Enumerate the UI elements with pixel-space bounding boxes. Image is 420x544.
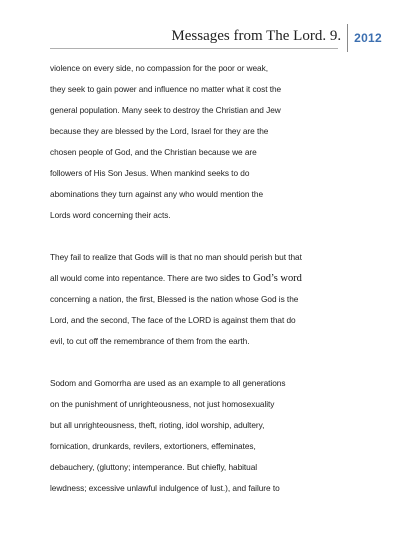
paragraph-1 <box>50 58 380 226</box>
text-line: fornication, drunkards, revilers, extortioners, effeminates, <box>50 441 256 451</box>
text-line: lewdness; excessive unlawful indulgence of lust.), and failure to <box>50 483 280 493</box>
text-line: abominations they turn against any who would mention the <box>50 189 264 199</box>
body-text <box>50 58 380 499</box>
text-line: they seek to gain power and influence no matter what it cost the <box>50 84 282 94</box>
text-line: but all unrighteousness, theft, rioting, idol worship, adultery, <box>50 420 265 430</box>
text-line: Lords word concerning their acts. <box>50 210 171 220</box>
header-year: 2012 <box>354 31 382 45</box>
text-line: on the punishment of unrighteousness, not just homosexuality <box>50 399 275 409</box>
header-rule <box>50 48 338 49</box>
text-line-mixed <box>50 268 380 289</box>
text-span-emphasis: des to God’s word <box>225 273 302 284</box>
paragraph-3 <box>50 373 380 499</box>
text-span: all would come into repentance. There are two si <box>50 273 226 283</box>
text-line: Sodom and Gomorrha are used as an example to all generations <box>50 378 286 388</box>
paragraph-gap <box>50 226 380 247</box>
header-title: Messages from The Lord. 9. <box>171 28 342 44</box>
text-line: chosen people of God, and the Christian because we are <box>50 147 257 157</box>
text-line: Lord, and the second, The face of the LORD is against them that do <box>50 315 296 325</box>
text-line: concerning a nation, the first, Blessed is the nation whose God is the <box>50 294 299 304</box>
text-line: followers of His Son Jesus. When mankind seeks to do <box>50 168 250 178</box>
text-line: violence on every side, no compassion for the poor or weak, <box>50 63 268 73</box>
paragraph-2 <box>50 247 380 352</box>
text-line: evil, to cut off the remembrance of them from the earth. <box>50 336 250 346</box>
text-line: debauchery, (gluttony; intemperance. But chiefly, habitual <box>50 462 258 472</box>
page-header <box>171 24 382 50</box>
text-line: because they are blessed by the Lord, Israel for they are the <box>50 126 269 136</box>
text-line: general population. Many seek to destroy the Christian and Jew <box>50 105 281 115</box>
text-line: They fail to realize that Gods will is that no man should perish but that <box>50 252 302 262</box>
paragraph-gap <box>50 352 380 373</box>
